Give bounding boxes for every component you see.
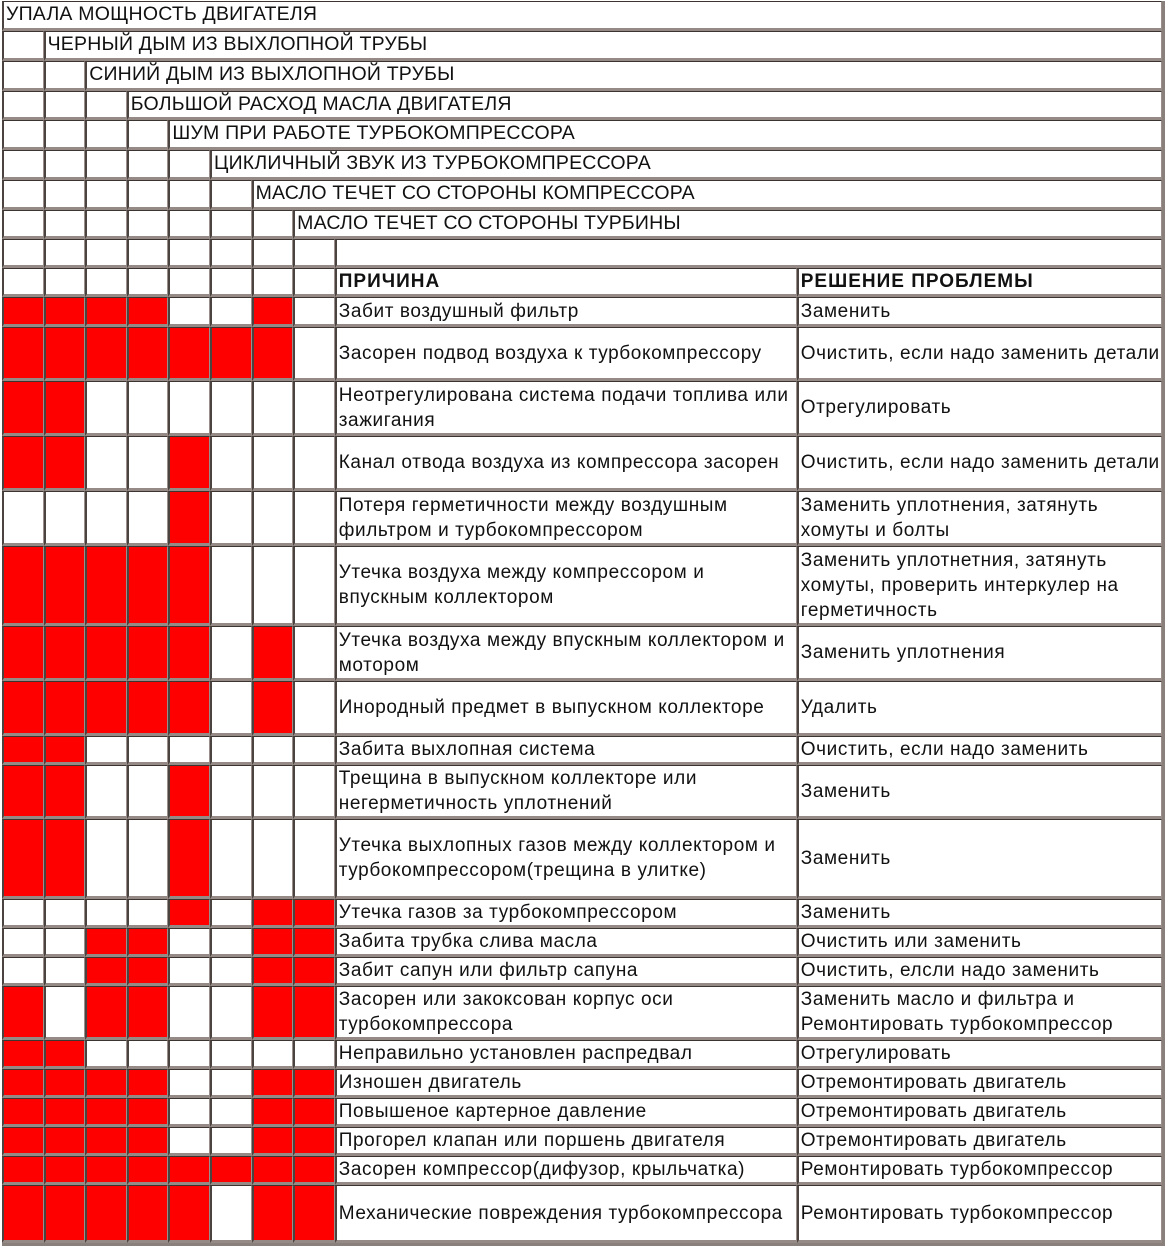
symptom-marker-on — [2, 1069, 44, 1098]
symptom-marker-on — [85, 928, 127, 957]
symptom-marker-off — [2, 928, 44, 957]
spacer-blank-cell — [293, 239, 335, 268]
column-header-blank-cell — [2, 268, 44, 297]
symptom-label: СИНИЙ ДЫМ ИЗ ВЫХЛОПНОЙ ТРУБЫ — [85, 61, 1162, 91]
solution-cell: Заменить — [797, 819, 1162, 899]
symptom-label: МАСЛО ТЕЧЕТ СО СТОРОНЫ ТУРБИНЫ — [293, 210, 1162, 239]
symptom-marker-off — [210, 736, 252, 765]
symptom-marker-off — [44, 957, 86, 986]
spacer-blank-cell — [85, 239, 127, 268]
symptom-marker-on — [2, 1127, 44, 1156]
solution-cell: Отремонтировать двигатель — [797, 1069, 1162, 1098]
symptom-marker-on — [127, 297, 169, 327]
cause-cell: Забита трубка слива масла — [335, 928, 797, 957]
symptom-marker-off — [168, 1098, 210, 1127]
symptom-marker-on — [2, 381, 44, 436]
spacer-blank-cell — [210, 239, 252, 268]
symptom-marker-on — [44, 546, 86, 626]
solution-column-header: РЕШЕНИЕ ПРОБЛЕМЫ — [797, 268, 1162, 297]
symptom-marker-off — [44, 986, 86, 1040]
symptom-marker-on — [168, 765, 210, 819]
symptom-marker-off — [85, 436, 127, 491]
symptom-marker-off — [168, 1127, 210, 1156]
symptom-marker-on — [44, 819, 86, 899]
symptom-marker-off — [252, 381, 294, 436]
cause-cell: Утечка выхлопных газов между коллектором и турбокомпрессором(трещина в улитке) — [335, 819, 797, 899]
symptom-marker-off — [168, 1069, 210, 1098]
symptom-label: ШУМ ПРИ РАБОТЕ ТУРБОКОМПРЕССОРА — [168, 120, 1162, 150]
table-row — [2, 297, 1162, 327]
cause-cell: Неправильно установлен распредвал — [335, 1040, 797, 1069]
symptom-marker-on — [252, 1156, 294, 1185]
symptom-marker-off — [210, 765, 252, 819]
symptom-marker-on — [44, 1127, 86, 1156]
symptom-marker-off — [293, 626, 335, 681]
spacer-blank-cell — [168, 239, 210, 268]
table-row — [2, 436, 1162, 491]
spacer-blank-cell — [2, 239, 44, 268]
symptom-blank-cell — [44, 210, 86, 239]
table-row — [2, 736, 1162, 765]
symptom-marker-off — [210, 1127, 252, 1156]
symptom-marker-on — [293, 986, 335, 1040]
symptom-blank-cell — [210, 210, 252, 239]
symptom-marker-on — [127, 327, 169, 381]
symptom-marker-on — [85, 297, 127, 327]
table-row — [2, 491, 1162, 546]
cause-cell: Засорен или закоксован корпус оси турбокомпрессора — [335, 986, 797, 1040]
symptom-marker-off — [210, 546, 252, 626]
symptom-marker-off — [210, 1185, 252, 1243]
symptom-marker-off — [293, 765, 335, 819]
symptom-marker-on — [252, 681, 294, 736]
solution-cell: Очистить, если надо заменить детали — [797, 436, 1162, 491]
symptom-blank-cell — [85, 150, 127, 180]
table-row — [2, 1185, 1162, 1243]
symptom-marker-on — [2, 626, 44, 681]
cause-cell: Забита выхлопная система — [335, 736, 797, 765]
symptom-marker-on — [252, 1069, 294, 1098]
symptom-marker-off — [252, 436, 294, 491]
symptom-marker-off — [210, 1098, 252, 1127]
symptom-marker-off — [293, 819, 335, 899]
symptom-blank-cell — [2, 150, 44, 180]
symptom-blank-cell — [2, 91, 44, 120]
table-row — [2, 1127, 1162, 1156]
solution-cell: Ремонтировать турбокомпрессор — [797, 1185, 1162, 1243]
symptom-marker-on — [293, 1098, 335, 1127]
troubleshooting-table — [2, 1, 1165, 1246]
solution-cell: Заменить — [797, 765, 1162, 819]
cause-cell: Потеря герметичности между воздушным фильтром и турбокомпрессором — [335, 491, 797, 546]
symptom-header-row — [2, 91, 1162, 120]
symptom-blank-cell — [85, 180, 127, 210]
solution-cell: Очистить, если надо заменить — [797, 736, 1162, 765]
symptom-marker-off — [293, 436, 335, 491]
symptom-marker-on — [127, 1156, 169, 1185]
table-row — [2, 327, 1162, 381]
cause-cell: Инородный предмет в выпускном коллекторе — [335, 681, 797, 736]
symptom-marker-off — [85, 765, 127, 819]
solution-cell: Очистить, елсли надо заменить — [797, 957, 1162, 986]
symptom-marker-on — [85, 626, 127, 681]
table-row — [2, 765, 1162, 819]
symptom-marker-on — [168, 1185, 210, 1243]
symptom-marker-on — [168, 1156, 210, 1185]
table-row — [2, 546, 1162, 626]
solution-cell: Заменить — [797, 297, 1162, 327]
symptom-marker-on — [127, 626, 169, 681]
symptom-marker-off — [252, 546, 294, 626]
symptom-marker-on — [2, 765, 44, 819]
symptom-marker-off — [85, 381, 127, 436]
symptom-marker-on — [85, 1156, 127, 1185]
symptom-marker-on — [293, 1185, 335, 1243]
cause-cell: Утечка газов за турбокомпрессором — [335, 899, 797, 928]
symptom-marker-off — [2, 957, 44, 986]
solution-cell: Отрегулировать — [797, 1040, 1162, 1069]
symptom-marker-on — [85, 681, 127, 736]
symptom-marker-off — [210, 297, 252, 327]
symptom-marker-off — [210, 381, 252, 436]
cause-cell: Забит сапун или фильтр сапуна — [335, 957, 797, 986]
cause-cell: Трещина в выпускном коллекторе или негерметичность уплотнений — [335, 765, 797, 819]
symptom-marker-on — [85, 1185, 127, 1243]
symptom-marker-off — [210, 491, 252, 546]
symptom-blank-cell — [127, 180, 169, 210]
symptom-marker-on — [210, 1156, 252, 1185]
cause-cell: Забит воздушный фильтр — [335, 297, 797, 327]
symptom-marker-on — [252, 1127, 294, 1156]
solution-cell: Отремонтировать двигатель — [797, 1127, 1162, 1156]
symptom-marker-off — [293, 546, 335, 626]
symptom-marker-on — [127, 986, 169, 1040]
symptom-blank-cell — [2, 210, 44, 239]
symptom-marker-on — [127, 957, 169, 986]
symptom-blank-cell — [2, 31, 44, 61]
symptom-marker-off — [127, 736, 169, 765]
symptom-label: ЦИКЛИЧНЫЙ ЗВУК ИЗ ТУРБОКОМПРЕССОРА — [210, 150, 1162, 180]
symptom-marker-off — [168, 736, 210, 765]
symptom-marker-off — [85, 819, 127, 899]
table-row — [2, 1040, 1162, 1069]
table-row — [2, 1069, 1162, 1098]
symptom-blank-cell — [252, 210, 294, 239]
symptom-marker-on — [168, 626, 210, 681]
symptom-marker-off — [293, 1040, 335, 1069]
symptom-marker-on — [44, 765, 86, 819]
solution-cell: Удалить — [797, 681, 1162, 736]
symptom-marker-off — [127, 899, 169, 928]
symptom-header-row — [2, 31, 1162, 61]
symptom-marker-on — [168, 436, 210, 491]
symptom-blank-cell — [85, 210, 127, 239]
symptom-marker-on — [44, 1098, 86, 1127]
symptom-marker-on — [44, 381, 86, 436]
solution-cell: Ремонтировать турбокомпрессор — [797, 1156, 1162, 1185]
symptom-blank-cell — [2, 120, 44, 150]
symptom-marker-off — [293, 327, 335, 381]
symptom-marker-on — [44, 1040, 86, 1069]
symptom-marker-on — [252, 626, 294, 681]
symptom-marker-off — [127, 381, 169, 436]
symptom-marker-on — [2, 436, 44, 491]
symptom-marker-off — [293, 681, 335, 736]
cause-cell: Изношен двигатель — [335, 1069, 797, 1098]
symptom-marker-off — [2, 491, 44, 546]
symptom-marker-off — [127, 819, 169, 899]
symptom-marker-on — [127, 928, 169, 957]
symptom-marker-off — [252, 736, 294, 765]
symptom-marker-off — [210, 436, 252, 491]
symptom-marker-off — [127, 765, 169, 819]
symptom-marker-on — [252, 297, 294, 327]
symptom-marker-on — [44, 736, 86, 765]
symptom-marker-on — [293, 1156, 335, 1185]
symptom-marker-on — [127, 1098, 169, 1127]
symptom-marker-off — [168, 957, 210, 986]
symptom-marker-off — [252, 1040, 294, 1069]
spacer-wide-cell — [335, 239, 1162, 268]
table-row — [2, 1098, 1162, 1127]
column-header-row — [2, 268, 1162, 297]
symptom-marker-on — [168, 327, 210, 381]
symptom-marker-on — [44, 327, 86, 381]
symptom-marker-on — [293, 957, 335, 986]
solution-cell: Заменить уплотнения — [797, 626, 1162, 681]
symptom-blank-cell — [85, 120, 127, 150]
symptom-marker-on — [252, 986, 294, 1040]
solution-cell: Очистить или заменить — [797, 928, 1162, 957]
column-header-blank-cell — [252, 268, 294, 297]
symptom-marker-off — [127, 491, 169, 546]
symptom-marker-on — [168, 681, 210, 736]
symptom-marker-on — [44, 1185, 86, 1243]
symptom-marker-off — [127, 1040, 169, 1069]
symptom-header-row — [2, 150, 1162, 180]
solution-cell: Заменить уплотнения, затянуть хомуты и болты — [797, 491, 1162, 546]
column-header-blank-cell — [210, 268, 252, 297]
cause-cell: Утечка воздуха между компрессором и впускным коллектором — [335, 546, 797, 626]
symptom-marker-off — [210, 626, 252, 681]
symptom-marker-off — [210, 1040, 252, 1069]
symptom-marker-off — [85, 491, 127, 546]
symptom-label: УПАЛА МОЩНОСТЬ ДВИГАТЕЛЯ — [2, 1, 1162, 31]
symptom-marker-off — [252, 819, 294, 899]
cause-cell: Утечка воздуха между впускным коллектором и мотором — [335, 626, 797, 681]
table-row — [2, 819, 1162, 899]
column-header-blank-cell — [168, 268, 210, 297]
symptom-marker-off — [168, 986, 210, 1040]
symptom-marker-off — [168, 928, 210, 957]
symptom-marker-on — [85, 327, 127, 381]
symptom-blank-cell — [44, 120, 86, 150]
cause-cell: Неотрегулирована система подачи топлива или зажигания — [335, 381, 797, 436]
symptom-marker-off — [252, 765, 294, 819]
symptom-marker-off — [168, 381, 210, 436]
symptom-marker-off — [2, 899, 44, 928]
symptom-marker-on — [252, 327, 294, 381]
symptom-blank-cell — [168, 180, 210, 210]
symptom-marker-on — [2, 819, 44, 899]
symptom-blank-cell — [44, 150, 86, 180]
symptom-marker-on — [293, 1127, 335, 1156]
symptom-marker-on — [85, 1069, 127, 1098]
symptom-marker-off — [210, 928, 252, 957]
symptom-marker-on — [168, 491, 210, 546]
symptom-marker-on — [85, 1098, 127, 1127]
symptom-marker-off — [252, 491, 294, 546]
symptom-blank-cell — [2, 61, 44, 91]
symptom-marker-on — [127, 681, 169, 736]
symptom-marker-on — [44, 436, 86, 491]
symptom-marker-off — [210, 681, 252, 736]
symptom-marker-on — [2, 327, 44, 381]
symptom-marker-off — [293, 381, 335, 436]
symptom-marker-off — [210, 899, 252, 928]
symptom-marker-on — [293, 1069, 335, 1098]
symptom-blank-cell — [44, 61, 86, 91]
symptom-marker-off — [85, 736, 127, 765]
symptom-marker-on — [2, 1185, 44, 1243]
symptom-marker-on — [127, 546, 169, 626]
cause-column-header: ПРИЧИНА — [335, 268, 797, 297]
table-row — [2, 626, 1162, 681]
symptom-marker-on — [44, 626, 86, 681]
symptom-marker-on — [252, 1185, 294, 1243]
symptom-marker-on — [44, 1069, 86, 1098]
symptom-marker-on — [2, 1098, 44, 1127]
symptom-marker-off — [85, 1040, 127, 1069]
symptom-blank-cell — [44, 91, 86, 120]
symptom-blank-cell — [127, 120, 169, 150]
symptom-marker-off — [44, 928, 86, 957]
solution-cell: Заменить масло и фильтра и Ремонтировать турбокомпрессор — [797, 986, 1162, 1040]
symptom-marker-on — [2, 1040, 44, 1069]
solution-cell: Очистить, если надо заменить детали — [797, 327, 1162, 381]
symptom-blank-cell — [127, 210, 169, 239]
symptom-marker-off — [85, 899, 127, 928]
symptom-marker-on — [293, 899, 335, 928]
symptom-marker-off — [210, 986, 252, 1040]
symptom-marker-on — [127, 1127, 169, 1156]
symptom-marker-off — [210, 957, 252, 986]
symptom-marker-on — [2, 681, 44, 736]
symptom-marker-off — [210, 1069, 252, 1098]
cause-cell: Прогорел клапан или поршень двигателя — [335, 1127, 797, 1156]
symptom-marker-on — [2, 736, 44, 765]
symptom-header-row — [2, 180, 1162, 210]
symptom-marker-off — [44, 899, 86, 928]
symptom-header-row — [2, 61, 1162, 91]
symptom-marker-off — [293, 491, 335, 546]
symptom-marker-on — [85, 1127, 127, 1156]
symptom-marker-off — [293, 297, 335, 327]
symptom-marker-on — [85, 986, 127, 1040]
symptom-blank-cell — [2, 180, 44, 210]
solution-cell: Заменить — [797, 899, 1162, 928]
symptom-blank-cell — [127, 150, 169, 180]
table-row — [2, 681, 1162, 736]
symptom-header-row — [2, 120, 1162, 150]
symptom-marker-on — [44, 1156, 86, 1185]
symptom-marker-on — [168, 819, 210, 899]
symptom-marker-on — [252, 957, 294, 986]
spacer-blank-cell — [44, 239, 86, 268]
symptom-blank-cell — [44, 180, 86, 210]
symptom-marker-on — [168, 546, 210, 626]
symptom-marker-on — [44, 297, 86, 327]
symptom-label: МАСЛО ТЕЧЕТ СО СТОРОНЫ КОМПРЕССОРА — [252, 180, 1162, 210]
table-row — [2, 899, 1162, 928]
column-header-blank-cell — [127, 268, 169, 297]
symptom-marker-on — [252, 899, 294, 928]
cause-cell: Повышеное картерное давление — [335, 1098, 797, 1127]
symptom-marker-off — [44, 491, 86, 546]
symptom-marker-off — [168, 1040, 210, 1069]
cause-cell: Механические повреждения турбокомпрессора — [335, 1185, 797, 1243]
symptom-marker-on — [2, 546, 44, 626]
symptom-marker-off — [127, 436, 169, 491]
symptom-blank-cell — [168, 210, 210, 239]
symptom-blank-cell — [168, 150, 210, 180]
solution-cell: Отремонтировать двигатель — [797, 1098, 1162, 1127]
symptom-marker-on — [44, 681, 86, 736]
symptom-marker-on — [252, 928, 294, 957]
symptom-marker-off — [210, 819, 252, 899]
cause-cell: Засорен компрессор(дифузор, крыльчатка) — [335, 1156, 797, 1185]
column-header-blank-cell — [293, 268, 335, 297]
symptom-marker-on — [293, 928, 335, 957]
cause-cell: Канал отвода воздуха из компрессора засорен — [335, 436, 797, 491]
symptom-blank-cell — [85, 91, 127, 120]
symptom-marker-on — [2, 1156, 44, 1185]
symptom-marker-off — [168, 297, 210, 327]
symptom-marker-on — [252, 1098, 294, 1127]
symptom-marker-on — [127, 1185, 169, 1243]
symptom-blank-cell — [210, 180, 252, 210]
spacer-blank-cell — [252, 239, 294, 268]
symptom-marker-off — [293, 736, 335, 765]
solution-cell: Отрегулировать — [797, 381, 1162, 436]
symptom-header-row — [2, 210, 1162, 239]
table-row — [2, 986, 1162, 1040]
spacer-row — [2, 239, 1162, 268]
symptom-marker-on — [127, 1069, 169, 1098]
symptom-marker-on — [85, 957, 127, 986]
column-header-blank-cell — [85, 268, 127, 297]
solution-cell: Заменить уплотнетния, затянуть хомуты, проверить интеркулер на герметичность — [797, 546, 1162, 626]
symptom-marker-on — [85, 546, 127, 626]
spacer-blank-cell — [127, 239, 169, 268]
symptom-marker-on — [210, 327, 252, 381]
symptom-header-row — [2, 1, 1162, 31]
table-row — [2, 381, 1162, 436]
column-header-blank-cell — [44, 268, 86, 297]
symptom-marker-on — [2, 986, 44, 1040]
table-row — [2, 957, 1162, 986]
symptom-label: БОЛЬШОЙ РАСХОД МАСЛА ДВИГАТЕЛЯ — [127, 91, 1162, 120]
cause-cell: Засорен подвод воздуха к турбокомпрессору — [335, 327, 797, 381]
table-row — [2, 928, 1162, 957]
symptom-marker-on — [2, 297, 44, 327]
table-row — [2, 1156, 1162, 1185]
symptom-marker-on — [168, 899, 210, 928]
symptom-label: ЧЕРНЫЙ ДЫМ ИЗ ВЫХЛОПНОЙ ТРУБЫ — [44, 31, 1162, 61]
